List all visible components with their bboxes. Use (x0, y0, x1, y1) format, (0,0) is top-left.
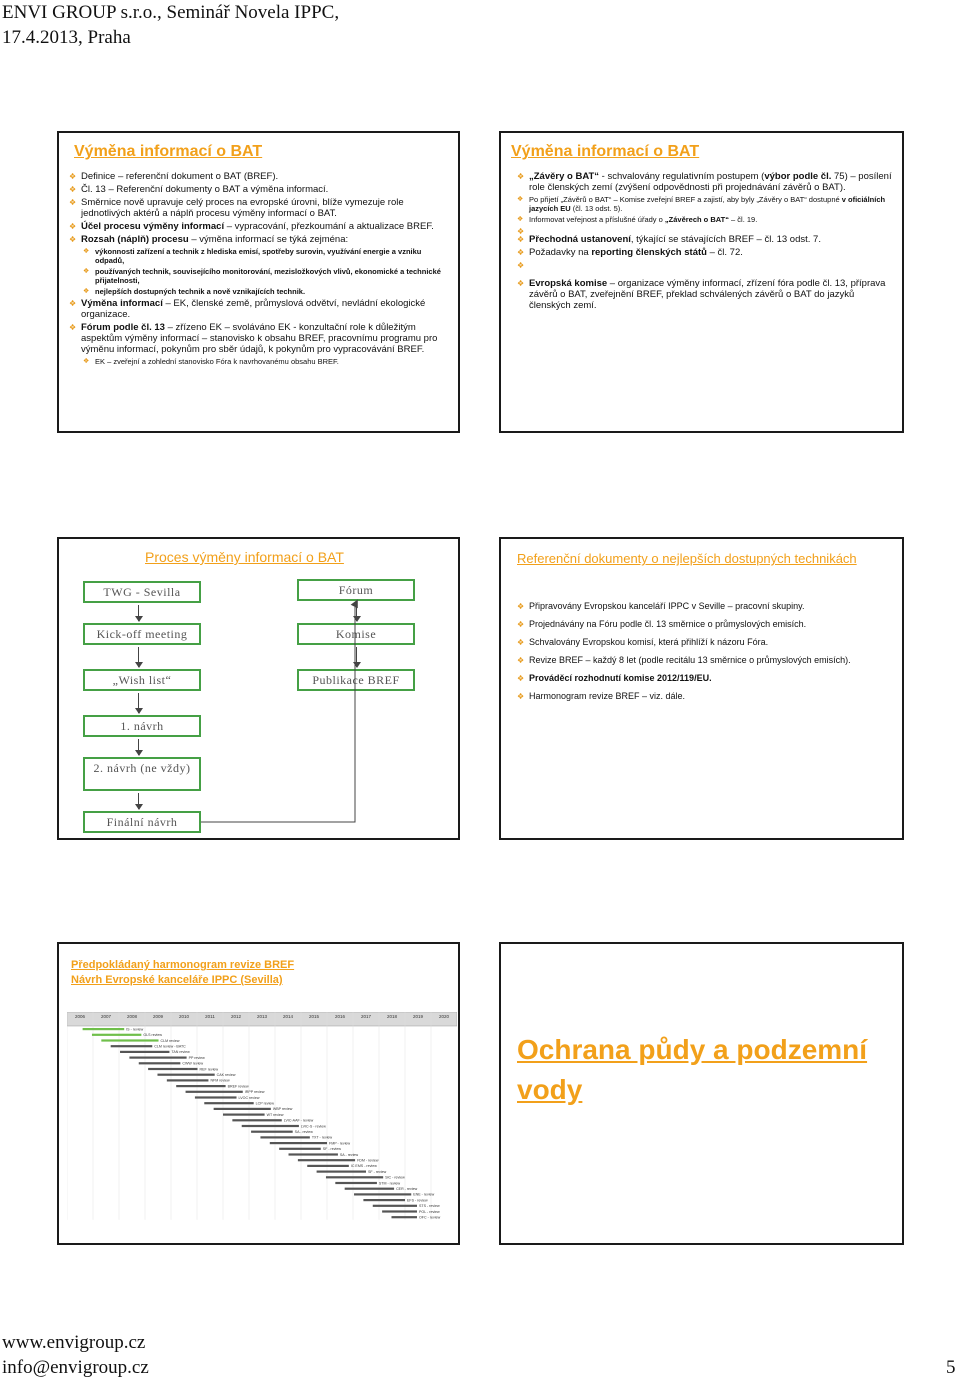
list-item: ❖ Revize BREF – každý 8 let (podle recitálu 13 směrnice o průmyslových emisích). (517, 655, 902, 666)
step-commission: Komise (297, 623, 415, 645)
slide-title (71, 958, 294, 988)
gantt-bar-label: GLS review (143, 1033, 162, 1038)
step-wish-list: „Wish list“ (83, 669, 201, 691)
gantt-bar-label: SF - review (322, 1147, 341, 1152)
gantt-bar-label: WBP review (272, 1107, 293, 1112)
gantt-bar (101, 1039, 158, 1041)
gantt-bar (251, 1131, 293, 1133)
gantt-bar-label: CER - review (396, 1187, 418, 1191)
page-number: 5 (946, 1357, 956, 1378)
list-item: ❖ Přechodná ustanovení, týkající se stávajících BREF – čl. 13 odst. 7. (517, 234, 897, 245)
gantt-chart (67, 1012, 457, 1232)
gantt-bar (157, 1074, 214, 1076)
gantt-bar-label: IC EMS - review (350, 1164, 377, 1169)
slide-title: Ochrana půdy a podzemní vody (517, 1034, 868, 1105)
step-forum: Fórum (297, 579, 415, 601)
footer-web: www.envigroup.cz (2, 1332, 146, 1353)
list-item: ❖ Projednávány na Fóru podle čl. 13 směrnice o průmyslových emisích. (517, 619, 902, 630)
gantt-bar-label: WT review (266, 1112, 284, 1117)
header-line-2: 17.4.2013, Praha (2, 27, 131, 48)
gantt-bar-label: LVIC-AAF - review (283, 1118, 314, 1123)
gantt-year-label: 2008 (126, 1014, 138, 1019)
gantt-bar-label: SA - review (294, 1130, 313, 1134)
gantt-bar-label: PP review (188, 1055, 205, 1060)
gantt-bar-label: STM - review (378, 1181, 401, 1186)
gantt-bar-label: NFM review (210, 1078, 230, 1083)
gantt-year-label: 2017 (360, 1014, 372, 1019)
footer-email: info@envigroup.cz (2, 1357, 149, 1378)
gantt-bar-label: FMP - review (329, 1141, 351, 1146)
gantt-year-label: 2011 (205, 1014, 215, 1019)
step-publication: Publikace BREF (297, 669, 415, 691)
bullet-list (69, 171, 449, 368)
gantt-bar-label: LVIC-S - review (300, 1124, 326, 1129)
gantt-bar (232, 1119, 281, 1121)
slide-title: Referenční dokumenty o nejlepších dostupných technikách (517, 551, 857, 566)
gantt-bar (242, 1125, 299, 1127)
title-line-2: Návrh Evropské kanceláře IPPC (Sevilla) (71, 974, 283, 986)
gantt-bar (83, 1028, 125, 1030)
bullet-list (517, 601, 902, 709)
step-final-draft: Finální návrh (83, 811, 201, 833)
gantt-bar-label: LVOC review (238, 1095, 260, 1100)
gantt-year-label: 2020 (438, 1014, 450, 1019)
gantt-bar-label: TXT - review (311, 1135, 333, 1140)
page-footer (2, 1330, 149, 1380)
gantt-bar-label: FDM - review (357, 1158, 379, 1163)
gantt-year-label: 2015 (308, 1014, 320, 1019)
gantt-bar (92, 1034, 141, 1036)
gantt-bar (129, 1057, 186, 1059)
list-item: ❖ Rozsah (náplň) procesu – výměna informací se týká zejména: (69, 234, 449, 245)
gantt-year-label: 2012 (230, 1014, 242, 1019)
gantt-bar (260, 1136, 309, 1138)
step-draft-2: 2. návrh (ne vždy) (83, 757, 201, 791)
slide-reference-documents (499, 537, 904, 840)
gantt-bar-label: IS - review (126, 1027, 144, 1032)
gantt-year-label: 2006 (74, 1014, 86, 1019)
gantt-year-label: 2009 (152, 1014, 164, 1019)
gantt-bar (326, 1176, 383, 1178)
gantt-bar (307, 1165, 349, 1167)
gantt-bar-label: REF review (199, 1067, 219, 1072)
header-line-1: ENVI GROUP s.r.o., Seminář Novela IPPC, (2, 2, 340, 23)
slide-title: Výměna informací o BAT (74, 143, 263, 160)
gantt-bar-label: SA - review (339, 1152, 359, 1157)
slide-process-diagram (57, 537, 460, 840)
gantt-bar-label: POL - review (419, 1209, 440, 1214)
step-kickoff: Kick-off meeting (83, 623, 201, 645)
title-line-1: Předpokládaný harmonogram revize BREF (71, 959, 295, 971)
gantt-bar-label: CLM review - BATC (154, 1044, 186, 1049)
slide-title: Proces výměny informací o BAT (145, 549, 344, 565)
gantt-bar-label: ENE - review (413, 1192, 435, 1197)
list-item: ❖ Výměna informací – EK, členské země, průmyslová odvětví, nevládní ekologické organizace. (69, 298, 449, 320)
gantt-bar (176, 1085, 225, 1087)
connector-final-to-forum (59, 539, 458, 838)
step-twg-sevilla: TWG - Sevilla (83, 581, 201, 603)
list-item: ❖ Po přijetí „Závěrů o BAT“ – Komise zveřejní BREF a zajistí, aby byly „Závěry o BAT“ dostupné v oficiálních jazycích EU (čl. 13 odst. 5). (517, 195, 897, 213)
gantt-year-label: 2010 (178, 1014, 190, 1019)
list-item: ❖ Definice – referenční dokument o BAT (BREF). (69, 171, 449, 182)
gantt-bar (391, 1216, 417, 1218)
gantt-bar-label: SF - review (368, 1169, 387, 1174)
list-subitem: ❖ EK – zveřejní a zohlední stanovisko Fóra k navrhovanému obsahu BREF. (83, 357, 449, 366)
gantt-year-label: 2018 (386, 1014, 398, 1019)
gantt-bar (223, 1114, 265, 1116)
list-subitem: ❖ výkonnosti zařízení a technik z hlediska emisí, spotřeby surovin, využívání energie a vzniku odpadů, (83, 247, 449, 265)
list-subitem: ❖ nejlepších dostupných technik a nově vznikajících technik. (83, 287, 449, 296)
gantt-bar (186, 1091, 243, 1093)
slide-soil-protection (499, 942, 904, 1245)
gantt-year-label: 2013 (256, 1014, 268, 1019)
gantt-bar (167, 1079, 209, 1081)
gantt-bar (270, 1142, 327, 1144)
slide-harmonogram (57, 942, 460, 1245)
list-item: ❖ Směrnice nově upravuje celý proces na evropské úrovni, blíže vymezuje role jednotlivých aktérů a náplň procesu výměny informací o BAT. (69, 197, 449, 219)
gantt-bar-label: BREF review (227, 1084, 249, 1089)
gantt-year-label: 2014 (282, 1014, 294, 1019)
gantt-bar (279, 1148, 321, 1150)
gantt-bar (289, 1153, 338, 1155)
gantt-bar-label: TAN review (171, 1050, 190, 1055)
slide-exchange-bat-2 (499, 131, 904, 433)
gantt-bar-label: CLM review (160, 1038, 180, 1043)
gantt-bar (382, 1210, 417, 1212)
list-item: ❖ Účel procesu výměny informací – vypracování, přezkoumání a aktualizace BREF. (69, 221, 449, 232)
slide-title: Výměna informací o BAT (511, 143, 700, 160)
gantt-bar-label: OFC - review (419, 1215, 441, 1220)
gantt-bar-label: SIC - review (385, 1175, 405, 1180)
list-item: ❖ Požadavky na reporting členských států – čl. 72. (517, 247, 897, 258)
list-item: ❖ Prováděcí rozhodnutí komise 2012/119/EU. (517, 673, 902, 684)
list-item: ❖ Evropská komise – organizace výměny informací, zřízení fóra podle čl. 13, příprava závěrů o BAT, zveřejnění BREF, překlad schválených závěrů o BAT do jazyků členských zemí. (517, 278, 897, 311)
gantt-year-label: 2019 (412, 1014, 424, 1019)
gantt-bar (111, 1045, 153, 1047)
gantt-bar-label: LCP review (255, 1101, 274, 1106)
list-item: ❖ Čl. 13 – Referenční dokumenty o BAT a výměna informací. (69, 184, 449, 195)
gantt-bar (345, 1188, 394, 1190)
gantt-year-label: 2016 (334, 1014, 346, 1019)
list-item: ❖ Informovat veřejnost a příslušné úřady o „Závěrech o BAT“ – čl. 19. (517, 215, 897, 224)
gantt-bar (139, 1062, 181, 1064)
gantt-bar (120, 1051, 169, 1053)
gantt-bar (195, 1096, 237, 1098)
list-subitem: ❖ používaných technik, souvisejícího monitorování, mezisložkových vlivů, ekonomické a technické přijatelnosti, (83, 267, 449, 285)
gantt-bar-label: CWW review (182, 1061, 204, 1066)
gantt-bar (363, 1199, 405, 1201)
gantt-bar-label: EFS - review (407, 1198, 428, 1203)
list-item: ❖ Fórum podle čl. 13 – zřízeno EK – svoláváno EK - konzultační role k důležitým aspektům výměny informací – stanovisko k obsahu BREF, pracovnímu programu pro výměnu informací, pokynům pro sběr údajů, k pokynům pro vypracovávání BREF. (69, 322, 449, 355)
gantt-bar (317, 1171, 366, 1173)
slide-exchange-bat-1 (57, 131, 460, 433)
gantt-bar-label: STS - review (419, 1204, 440, 1209)
gantt-bar (214, 1108, 271, 1110)
list-item: ❖ „Závěry o BAT“ - schvalovány regulativním postupem (výbor podle čl. 75) – posílení role členských zemí (zvýšení odpovědnosti při projednávání závěrů o BAT). (517, 171, 897, 193)
bullet-list (517, 171, 897, 313)
step-draft-1: 1. návrh (83, 715, 201, 737)
gantt-year-label: 2007 (100, 1014, 112, 1019)
gantt-bar (298, 1159, 355, 1161)
gantt-bar (354, 1193, 411, 1195)
list-item: ❖ Harmonogram revize BREF – viz. dále. (517, 691, 902, 702)
list-item: ❖ Schvalovány Evropskou komisí, která přihlíží k názoru Fóra. (517, 637, 902, 648)
gantt-bar (373, 1205, 417, 1207)
list-item: ❖ Připravovány Evropskou kanceláří IPPC v Seville – pracovní skupiny. (517, 601, 902, 612)
page-header (2, 0, 339, 50)
gantt-bar (148, 1068, 197, 1070)
gantt-bar (335, 1182, 377, 1184)
gantt-bar-label: CAK review (216, 1073, 236, 1077)
gantt-bar (204, 1102, 253, 1104)
gantt-bar-label: IRPP review (244, 1090, 265, 1095)
